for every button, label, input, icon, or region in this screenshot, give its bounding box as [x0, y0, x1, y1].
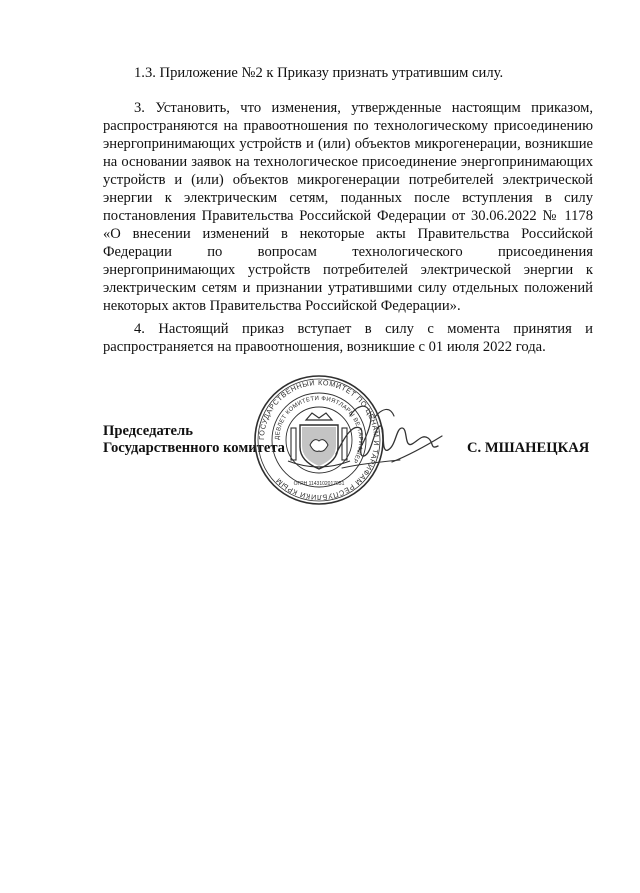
- paragraph-1-3: 1.3. Приложение №2 к Приказу признать утратившим силу.: [134, 65, 504, 81]
- signer-position-line-2: Государственного комитета: [103, 440, 285, 456]
- signer-position-line-1: Председатель: [103, 423, 193, 439]
- stamp-code-text: ОГРН 1143102017051: [293, 481, 345, 487]
- stamp-outer-text: ГОСУДАРСТВЕННЫЙ КОМИТЕТ ПО ЦЕНАМ И ТАРИФАМ РЕСПУБЛИКИ КРЫМ: [256, 377, 382, 503]
- paragraph-3: 3. Установить, что изменения, утвержденные настоящим приказом, распространяются на правоотношения по технологическому присоединению энергопринимающих устройств и (или) объектов микрогенерации, возникшие на основании заявок на технологическое присоединение энергопринимающих устройств и (или) объектов микрогенерации потребителей электрической энергии к электрическим сетям, поданных после вступления в силу постановления Правительства Российской Федерации от 30.06.2022 № 1178 «О внесении изменений в некоторые акты Правительства Российской Федерации по вопросам технологического присоединения энергопринимающих устройств потребителей электрической энергии к электрическим сетям и признании утратившими силу отдельных положений некоторых актов Правительства Российской Федерации».: [103, 100, 593, 314]
- signer-name: С. МШАНЕЦКАЯ: [467, 440, 590, 456]
- stamp-inner-text: ДЕВЛЕТ КОМИТЕТИ ФИЯТЛАРЫ ВЕ ТАРИФЛЕР: [274, 395, 364, 464]
- paragraph-4: 4. Настоящий приказ вступает в силу с момента принятия и распространяется на правоотношения, возникшие с 01 июля 2022 года.: [103, 321, 593, 355]
- handwritten-signature-icon: [330, 398, 448, 480]
